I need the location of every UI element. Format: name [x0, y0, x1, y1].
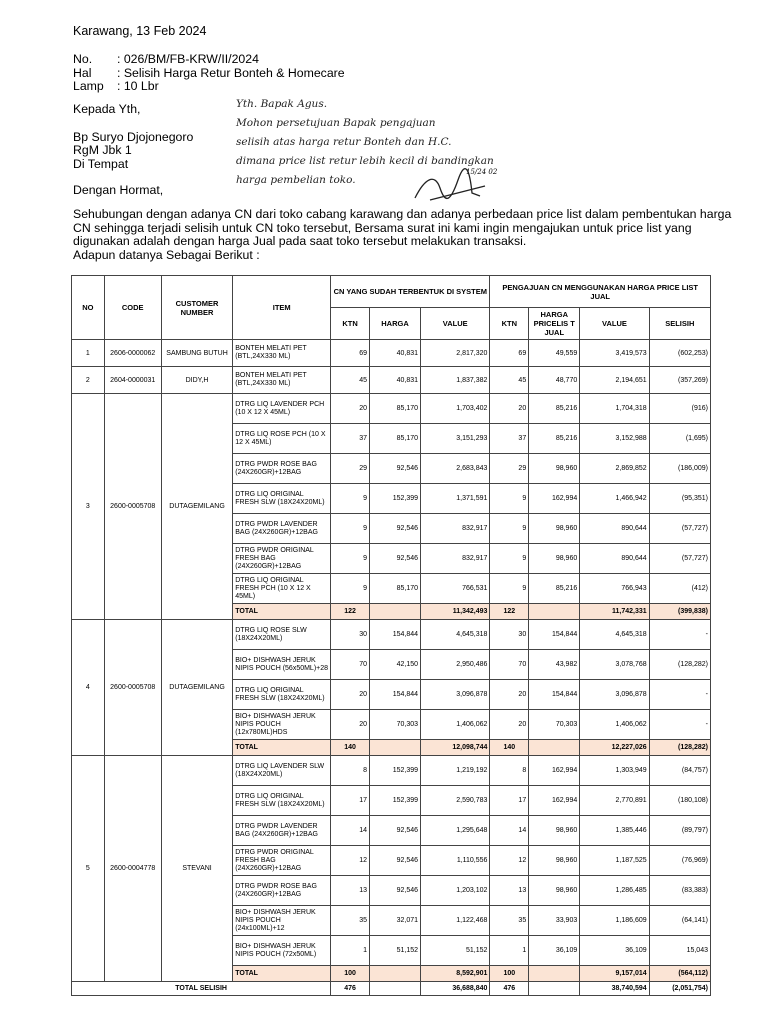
kepada: Kepada Yth, — [73, 102, 141, 116]
cell-total-label: TOTAL — [233, 604, 331, 620]
letter-date: Karawang, 13 Feb 2024 — [73, 24, 207, 38]
header-harga-pricelist: HARGA PRICELIS T JUAL — [529, 308, 580, 340]
cell-selisih: (76,969) — [649, 846, 710, 876]
cell-value-2: 3,078,768 — [580, 650, 649, 680]
cell-item: DTRG LIQ ORIGINAL FRESH SLW (18X24X20ML) — [233, 680, 331, 710]
cell-ktn: 9 — [331, 574, 370, 604]
cell-total-ktn-2: 140 — [490, 740, 529, 756]
cell-total-selisih: (564,112) — [649, 966, 710, 982]
cell-harga-2: 162,994 — [529, 786, 580, 816]
cell-ktn: 9 — [331, 484, 370, 514]
cell-ktn: 1 — [331, 936, 370, 966]
cell-ktn: 70 — [331, 650, 370, 680]
cell-value-2: 1,186,609 — [580, 906, 649, 936]
signature-note: 15/24 02 — [466, 168, 498, 176]
cell-ktn: 20 — [331, 710, 370, 740]
cell-customer: DUTAGEMILANG — [161, 620, 232, 756]
cell-item: BIO+ DISHWASH JERUK NIPIS POUCH (12x780ML)HDS — [233, 710, 331, 740]
header-ktn-2: KTN — [490, 308, 529, 340]
cell-value: 1,203,102 — [421, 876, 490, 906]
cell-harga-2: 36,109 — [529, 936, 580, 966]
cell-value: 2,817,320 — [421, 340, 490, 367]
cell-value-2: 2,194,651 — [580, 367, 649, 394]
cell-item: DTRG PWDR LAVENDER BAG (24X260GR)+12BAG — [233, 514, 331, 544]
cell-item: DTRG PWDR ORIGINAL FRESH BAG (24X260GR)+12BAG — [233, 846, 331, 876]
cell-ktn: 9 — [331, 544, 370, 574]
cell-empty — [529, 966, 580, 982]
cell-grand-value: 36,688,840 — [421, 982, 490, 996]
cell-harga: 92,546 — [370, 876, 421, 906]
cell-item: BIO+ DISHWASH JERUK NIPIS POUCH (56x50ML)+28 — [233, 650, 331, 680]
cell-value-2: 4,645,318 — [580, 620, 649, 650]
header-group-pengajuan: PENGAJUAN CN MENGGUNAKAN HARGA PRICE LIST JUAL — [490, 276, 711, 308]
cell-ktn-2: 45 — [490, 367, 529, 394]
cell-harga-2: 162,994 — [529, 756, 580, 786]
cell-value-2: 890,644 — [580, 544, 649, 574]
cell-item: DTRG PWDR ORIGINAL FRESH BAG (24X260GR)+12BAG — [233, 544, 331, 574]
header-value: VALUE — [421, 308, 490, 340]
cell-ktn: 29 — [331, 454, 370, 484]
cell-selisih: (84,757) — [649, 756, 710, 786]
cell-total-value: 12,098,744 — [421, 740, 490, 756]
cell-grand-ktn: 476 — [331, 982, 370, 996]
cell-ktn-2: 13 — [490, 876, 529, 906]
cell-total-ktn: 100 — [331, 966, 370, 982]
cell-ktn-2: 20 — [490, 710, 529, 740]
cell-total-value-2: 11,742,331 — [580, 604, 649, 620]
cell-ktn-2: 37 — [490, 424, 529, 454]
cell-harga-2: 154,844 — [529, 620, 580, 650]
cell-ktn-2: 29 — [490, 454, 529, 484]
cell-value-2: 3,419,573 — [580, 340, 649, 367]
handwriting-line: selisih atas harga retur Bonteh dan H.C. — [236, 136, 452, 148]
cell-ktn: 35 — [331, 906, 370, 936]
cell-selisih: (128,282) — [649, 650, 710, 680]
meta-key: Lamp — [73, 79, 104, 93]
table-row — [72, 340, 711, 367]
cell-total-ktn-2: 122 — [490, 604, 529, 620]
cell-harga-2: 98,960 — [529, 846, 580, 876]
cell-empty — [370, 982, 421, 996]
cell-empty — [370, 966, 421, 982]
cell-empty — [529, 740, 580, 756]
cell-value: 3,151,293 — [421, 424, 490, 454]
cell-grand-label: TOTAL SELISIH — [72, 982, 331, 996]
cell-total-label: TOTAL — [233, 966, 331, 982]
cell-item: DTRG LIQ ROSE SLW (18X24X20ML) — [233, 620, 331, 650]
meta-row — [73, 53, 345, 67]
cell-customer: STEVANI — [161, 756, 232, 982]
cell-harga: 32,071 — [370, 906, 421, 936]
cell-value: 1,703,402 — [421, 394, 490, 424]
cell-value-2: 890,644 — [580, 514, 649, 544]
cell-total-selisih: (399,838) — [649, 604, 710, 620]
header-value-2: VALUE — [580, 308, 649, 340]
cell-harga: 85,170 — [370, 394, 421, 424]
cell-harga: 154,844 — [370, 680, 421, 710]
cell-item: BONTEH MELATI PET (BTL,24X330 ML) — [233, 367, 331, 394]
cell-value: 3,096,878 — [421, 680, 490, 710]
cell-harga-2: 70,303 — [529, 710, 580, 740]
cell-ktn-2: 1 — [490, 936, 529, 966]
cell-ktn: 30 — [331, 620, 370, 650]
cell-selisih: (57,727) — [649, 544, 710, 574]
meta-value: : 10 Lbr — [117, 79, 159, 93]
cell-harga: 152,399 — [370, 786, 421, 816]
cell-selisih: (180,108) — [649, 786, 710, 816]
cell-item: DTRG PWDR LAVENDER BAG (24X260GR)+12BAG — [233, 816, 331, 846]
cell-value: 51,152 — [421, 936, 490, 966]
table-row — [72, 367, 711, 394]
cell-ktn: 8 — [331, 756, 370, 786]
cell-harga: 40,831 — [370, 367, 421, 394]
cell-ktn-2: 20 — [490, 680, 529, 710]
cell-total-value: 11,342,493 — [421, 604, 490, 620]
cell-ktn: 14 — [331, 816, 370, 846]
cell-selisih: (186,009) — [649, 454, 710, 484]
cell-harga: 92,546 — [370, 544, 421, 574]
cell-harga: 40,831 — [370, 340, 421, 367]
cell-value: 832,917 — [421, 514, 490, 544]
cell-item: DTRG LIQ ROSE PCH (10 X 12 X 45ML) — [233, 424, 331, 454]
cell-value: 4,645,318 — [421, 620, 490, 650]
cell-item: DTRG LIQ ORIGINAL FRESH PCH (10 X 12 X 45ML) — [233, 574, 331, 604]
cell-harga-2: 98,960 — [529, 876, 580, 906]
cell-ktn-2: 12 — [490, 846, 529, 876]
cell-customer: SAMBUNG BUTUH — [161, 340, 232, 367]
cell-ktn-2: 9 — [490, 544, 529, 574]
cell-value: 2,590,783 — [421, 786, 490, 816]
cell-selisih: (357,269) — [649, 367, 710, 394]
meta-key: Hal — [73, 65, 92, 80]
cell-harga-2: 49,559 — [529, 340, 580, 367]
cell-selisih: 15,043 — [649, 936, 710, 966]
meta-value: : Selisih Harga Retur Bonteh & Homecare — [117, 65, 345, 80]
cell-no: 3 — [72, 394, 105, 620]
cell-code: 2606-0000062 — [104, 340, 161, 367]
cell-value-2: 766,943 — [580, 574, 649, 604]
cell-ktn: 45 — [331, 367, 370, 394]
cell-empty — [529, 604, 580, 620]
cell-ktn-2: 8 — [490, 756, 529, 786]
cell-selisih: (1,695) — [649, 424, 710, 454]
cell-harga: 85,170 — [370, 574, 421, 604]
cell-value-2: 1,466,942 — [580, 484, 649, 514]
cell-value: 1,406,062 — [421, 710, 490, 740]
cell-ktn-2: 9 — [490, 574, 529, 604]
body-text — [73, 208, 733, 262]
cell-harga-2: 154,844 — [529, 680, 580, 710]
handwriting-line: dimana price list retur lebih kecil di bandingkan — [236, 155, 494, 167]
cell-selisih: (83,383) — [649, 876, 710, 906]
cell-ktn: 12 — [331, 846, 370, 876]
header-group-system: CN YANG SUDAH TERBENTUK DI SYSTEM — [331, 276, 490, 308]
cell-total-value: 8,592,901 — [421, 966, 490, 982]
cell-selisih: - — [649, 620, 710, 650]
recipient-line: Di Tempat — [73, 156, 129, 171]
cell-item: BIO+ DISHWASH JERUK NIPIS POUCH (24x100ML)+12 — [233, 906, 331, 936]
cell-harga-2: 85,216 — [529, 424, 580, 454]
cell-harga: 152,399 — [370, 756, 421, 786]
header-item: ITEM — [233, 276, 331, 340]
cell-code: 2604-0000031 — [104, 367, 161, 394]
cell-value-2: 1,406,062 — [580, 710, 649, 740]
cell-ktn-2: 9 — [490, 484, 529, 514]
grand-total-row — [72, 982, 711, 996]
cell-total-value-2: 12,227,026 — [580, 740, 649, 756]
cell-value-2: 3,096,878 — [580, 680, 649, 710]
body-paragraph: Sehubungan dengan adanya CN dari toko cabang karawang dan adanya perbedaan price list dalam pembentukan harga CN sehingga terjadi selisih untuk CN toko tersebut, Bersama surat ini kami ingin mengajukan untuk price list yang digunakan adalah dengan harga Jual pada saat toko tersebut melakukan transaksi. — [73, 207, 732, 248]
cell-harga-2: 43,982 — [529, 650, 580, 680]
cell-selisih: (95,351) — [649, 484, 710, 514]
cell-value-2: 1,385,446 — [580, 816, 649, 846]
table-row — [72, 756, 711, 786]
header-selisih: SELISIH — [649, 308, 710, 340]
cell-value: 2,683,843 — [421, 454, 490, 484]
cell-harga-2: 33,903 — [529, 906, 580, 936]
header-no: NO — [72, 276, 105, 340]
cell-selisih: (64,141) — [649, 906, 710, 936]
cell-ktn-2: 69 — [490, 340, 529, 367]
cell-total-selisih: (128,282) — [649, 740, 710, 756]
cell-value: 832,917 — [421, 544, 490, 574]
cell-harga: 92,546 — [370, 816, 421, 846]
cell-item: DTRG PWDR ROSE BAG (24X260GR)+12BAG — [233, 876, 331, 906]
cell-ktn: 20 — [331, 680, 370, 710]
cell-ktn: 37 — [331, 424, 370, 454]
cell-ktn: 13 — [331, 876, 370, 906]
cell-total-ktn: 122 — [331, 604, 370, 620]
cell-customer: DIDY,H — [161, 367, 232, 394]
cell-no: 2 — [72, 367, 105, 394]
cell-empty — [370, 604, 421, 620]
recipient-block — [73, 103, 193, 171]
header-customer: CUSTOMER NUMBER — [161, 276, 232, 340]
cell-item: DTRG LIQ ORIGINAL FRESH SLW (18X24X20ML) — [233, 786, 331, 816]
cell-item: BIO+ DISHWASH JERUK NIPIS POUCH (72x50ML) — [233, 936, 331, 966]
cell-selisih: (916) — [649, 394, 710, 424]
cell-total-ktn-2: 100 — [490, 966, 529, 982]
cell-value-2: 2,770,891 — [580, 786, 649, 816]
cell-harga-2: 85,216 — [529, 574, 580, 604]
cell-code: 2600-0004778 — [104, 756, 161, 982]
recipient-line: RgM Jbk 1 — [73, 143, 132, 157]
cell-grand-value-2: 38,740,594 — [580, 982, 649, 996]
cell-customer: DUTAGEMILANG — [161, 394, 232, 620]
cell-ktn-2: 14 — [490, 816, 529, 846]
meta-value: : 026/BM/FB-KRW/II/2024 — [117, 52, 259, 66]
recipient-line: Bp Suryo Djojonegoro — [73, 129, 194, 144]
letter-meta — [73, 53, 345, 94]
cell-value-2: 1,704,318 — [580, 394, 649, 424]
cell-value-2: 1,286,485 — [580, 876, 649, 906]
meta-key: No. — [73, 52, 93, 66]
cell-value: 1,219,192 — [421, 756, 490, 786]
header-code: CODE — [104, 276, 161, 340]
cell-ktn-2: 20 — [490, 394, 529, 424]
cell-harga: 51,152 — [370, 936, 421, 966]
cell-empty — [529, 982, 580, 996]
header-ktn: KTN — [331, 308, 370, 340]
cell-harga: 42,150 — [370, 650, 421, 680]
cell-harga-2: 48,770 — [529, 367, 580, 394]
cell-grand-ktn-2: 476 — [490, 982, 529, 996]
cell-no: 4 — [72, 620, 105, 756]
cell-selisih: - — [649, 680, 710, 710]
cell-value-2: 36,109 — [580, 936, 649, 966]
cell-harga: 92,546 — [370, 454, 421, 484]
cell-item: BONTEH MELATI PET (BTL,24X330 ML) — [233, 340, 331, 367]
cell-total-value-2: 9,157,014 — [580, 966, 649, 982]
cell-selisih: (57,727) — [649, 514, 710, 544]
cell-harga-2: 85,216 — [529, 394, 580, 424]
meta-row — [73, 67, 345, 81]
cell-value: 2,950,486 — [421, 650, 490, 680]
greeting: Dengan Hormat, — [73, 183, 164, 197]
cell-harga: 92,546 — [370, 846, 421, 876]
cell-value: 1,371,591 — [421, 484, 490, 514]
cell-value: 1,110,556 — [421, 846, 490, 876]
cell-ktn: 69 — [331, 340, 370, 367]
body-paragraph-2: Adapun datanya Sebagai Berikut : — [73, 247, 260, 262]
table-row — [72, 394, 711, 424]
cell-item: DTRG LIQ ORIGINAL FRESH SLW (18X24X20ML) — [233, 484, 331, 514]
cell-selisih: - — [649, 710, 710, 740]
cell-value-2: 1,187,525 — [580, 846, 649, 876]
table-head — [72, 276, 711, 340]
cell-harga-2: 162,994 — [529, 484, 580, 514]
cell-total-ktn: 140 — [331, 740, 370, 756]
cell-ktn-2: 9 — [490, 514, 529, 544]
cell-harga-2: 98,960 — [529, 454, 580, 484]
cell-ktn: 9 — [331, 514, 370, 544]
cell-selisih: (412) — [649, 574, 710, 604]
cell-ktn-2: 70 — [490, 650, 529, 680]
table-body — [72, 340, 711, 996]
cell-value-2: 1,303,949 — [580, 756, 649, 786]
cell-value: 766,531 — [421, 574, 490, 604]
cell-selisih: (602,253) — [649, 340, 710, 367]
cell-value: 1,122,468 — [421, 906, 490, 936]
cell-value-2: 2,869,852 — [580, 454, 649, 484]
cell-harga: 85,170 — [370, 424, 421, 454]
cell-harga-2: 98,960 — [529, 544, 580, 574]
cell-total-label: TOTAL — [233, 740, 331, 756]
table-row — [72, 620, 711, 650]
cell-value: 1,295,648 — [421, 816, 490, 846]
cell-value: 1,837,382 — [421, 367, 490, 394]
cell-ktn: 20 — [331, 394, 370, 424]
handwriting-line: Yth. Bapak Agus. — [236, 98, 328, 110]
cell-item: DTRG LIQ LAVENDER PCH (10 X 12 X 45ML) — [233, 394, 331, 424]
cell-no: 5 — [72, 756, 105, 982]
data-table — [71, 275, 711, 996]
header-harga: HARGA — [370, 308, 421, 340]
cell-grand-selisih: (2,051,754) — [649, 982, 710, 996]
cell-value-2: 3,152,988 — [580, 424, 649, 454]
cell-item: DTRG LIQ LAVENDER SLW (18X24X20ML) — [233, 756, 331, 786]
cell-harga-2: 98,960 — [529, 514, 580, 544]
cell-no: 1 — [72, 340, 105, 367]
handwriting-line: Mohon persetujuan Bapak pengajuan — [236, 117, 436, 129]
cell-ktn-2: 35 — [490, 906, 529, 936]
cell-ktn: 17 — [331, 786, 370, 816]
cell-harga: 152,399 — [370, 484, 421, 514]
meta-row — [73, 80, 345, 94]
cell-harga: 70,303 — [370, 710, 421, 740]
cell-empty — [370, 740, 421, 756]
handwriting-line: harga pembelian toko. — [236, 174, 356, 186]
cell-harga-2: 98,960 — [529, 816, 580, 846]
cell-selisih: (89,797) — [649, 816, 710, 846]
cell-item: DTRG PWDR ROSE BAG (24X260GR)+12BAG — [233, 454, 331, 484]
cell-harga: 92,546 — [370, 514, 421, 544]
cell-code: 2600-0005708 — [104, 620, 161, 756]
cell-ktn-2: 30 — [490, 620, 529, 650]
cell-code: 2600-0005708 — [104, 394, 161, 620]
cell-ktn-2: 17 — [490, 786, 529, 816]
cell-harga: 154,844 — [370, 620, 421, 650]
